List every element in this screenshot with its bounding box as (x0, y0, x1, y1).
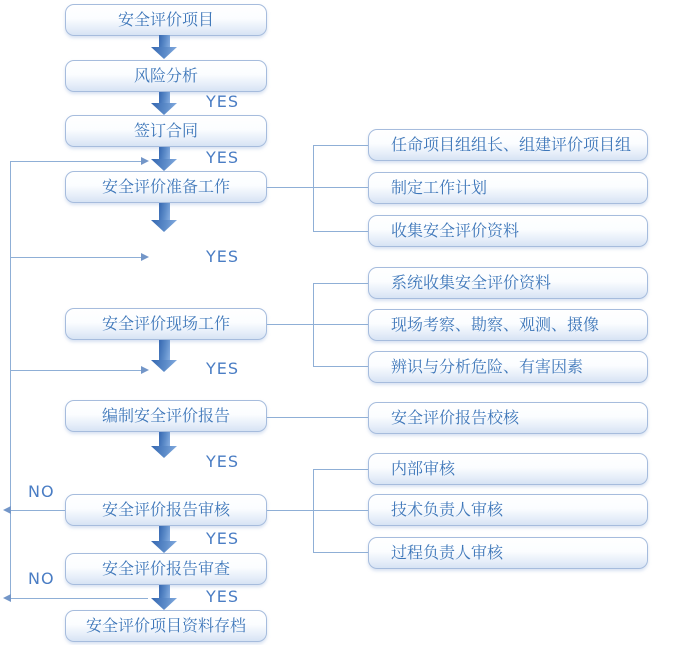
subnode-identify-hazards: 辨识与分析危险、有害因素 (368, 351, 648, 383)
node-risk-analysis: 风险分析 (65, 60, 267, 92)
subnode-report-check: 安全评价报告校核 (368, 402, 648, 434)
no-line-1 (11, 510, 65, 511)
yes-label-2: YES (206, 148, 240, 167)
node-site-work: 安全评价现场工作 (65, 308, 267, 340)
bracket-review-vline (313, 469, 314, 553)
arrowhead-right-icon (141, 157, 149, 165)
flow-arrow-icon (151, 35, 177, 59)
subnode-system-collect: 系统收集安全评价资料 (368, 267, 648, 299)
flow-arrow-icon (151, 432, 177, 458)
bracket-prep-vline (313, 145, 314, 232)
subnode-tech-lead-review: 技术负责人审核 (368, 494, 648, 526)
subnode-collect-data: 收集安全评价资料 (368, 215, 648, 247)
yes-label-4: YES (206, 359, 240, 378)
yes-label-7: YES (206, 587, 240, 606)
bracket-prep-bottom (314, 231, 368, 232)
reentry-line-3 (10, 370, 141, 371)
subnode-site-survey: 现场考察、勘察、观测、摄像 (368, 309, 648, 341)
no-label-2: NO (28, 569, 55, 588)
node-report-review: 安全评价报告审核 (65, 494, 267, 526)
bracket-site-vline (313, 283, 314, 367)
bracket-review-mid (267, 510, 368, 511)
feedback-line (10, 161, 11, 598)
node-sign-contract: 签订合同 (65, 115, 267, 147)
yes-label-6: YES (206, 529, 240, 548)
reentry-line-2 (10, 257, 141, 258)
bracket-review-top (314, 469, 368, 470)
node-compile-report: 编制安全评价报告 (65, 400, 267, 432)
yes-label-3: YES (206, 247, 240, 266)
flow-arrow-icon (151, 92, 177, 115)
arrowhead-right-icon (141, 366, 149, 374)
arrowhead-left-icon (3, 594, 11, 602)
no-label-1: NO (28, 482, 55, 501)
arrowhead-left-icon (3, 506, 11, 514)
arrowhead-right-icon (141, 253, 149, 261)
flow-arrow-icon (151, 147, 177, 171)
bracket-prep-top (314, 145, 368, 146)
flow-arrow-icon (151, 203, 177, 232)
subnode-appoint-leader: 任命项目组组长、组建评价项目组 (368, 129, 648, 161)
flow-arrow-icon (151, 340, 177, 372)
bracket-site-mid (267, 324, 368, 325)
subnode-process-lead-review: 过程负责人审核 (368, 537, 648, 569)
reentry-line-1 (10, 161, 141, 162)
node-project: 安全评价项目 (65, 4, 267, 36)
node-report-examination: 安全评价报告审查 (65, 553, 267, 585)
yes-label-1: YES (206, 92, 240, 111)
subnode-work-plan: 制定工作计划 (368, 172, 648, 204)
flow-arrow-icon (151, 585, 177, 610)
node-preparation: 安全评价准备工作 (65, 171, 267, 203)
bracket-site-bottom (314, 366, 368, 367)
yes-label-5: YES (206, 452, 240, 471)
connector-report-check (267, 417, 368, 418)
subnode-internal-review: 内部审核 (368, 453, 648, 485)
bracket-review-bottom (314, 552, 368, 553)
node-archive: 安全评价项目资料存档 (65, 610, 267, 642)
no-line-2 (11, 598, 148, 599)
bracket-site-top (314, 283, 368, 284)
flow-arrow-icon (151, 526, 177, 553)
bracket-prep-mid (267, 187, 368, 188)
